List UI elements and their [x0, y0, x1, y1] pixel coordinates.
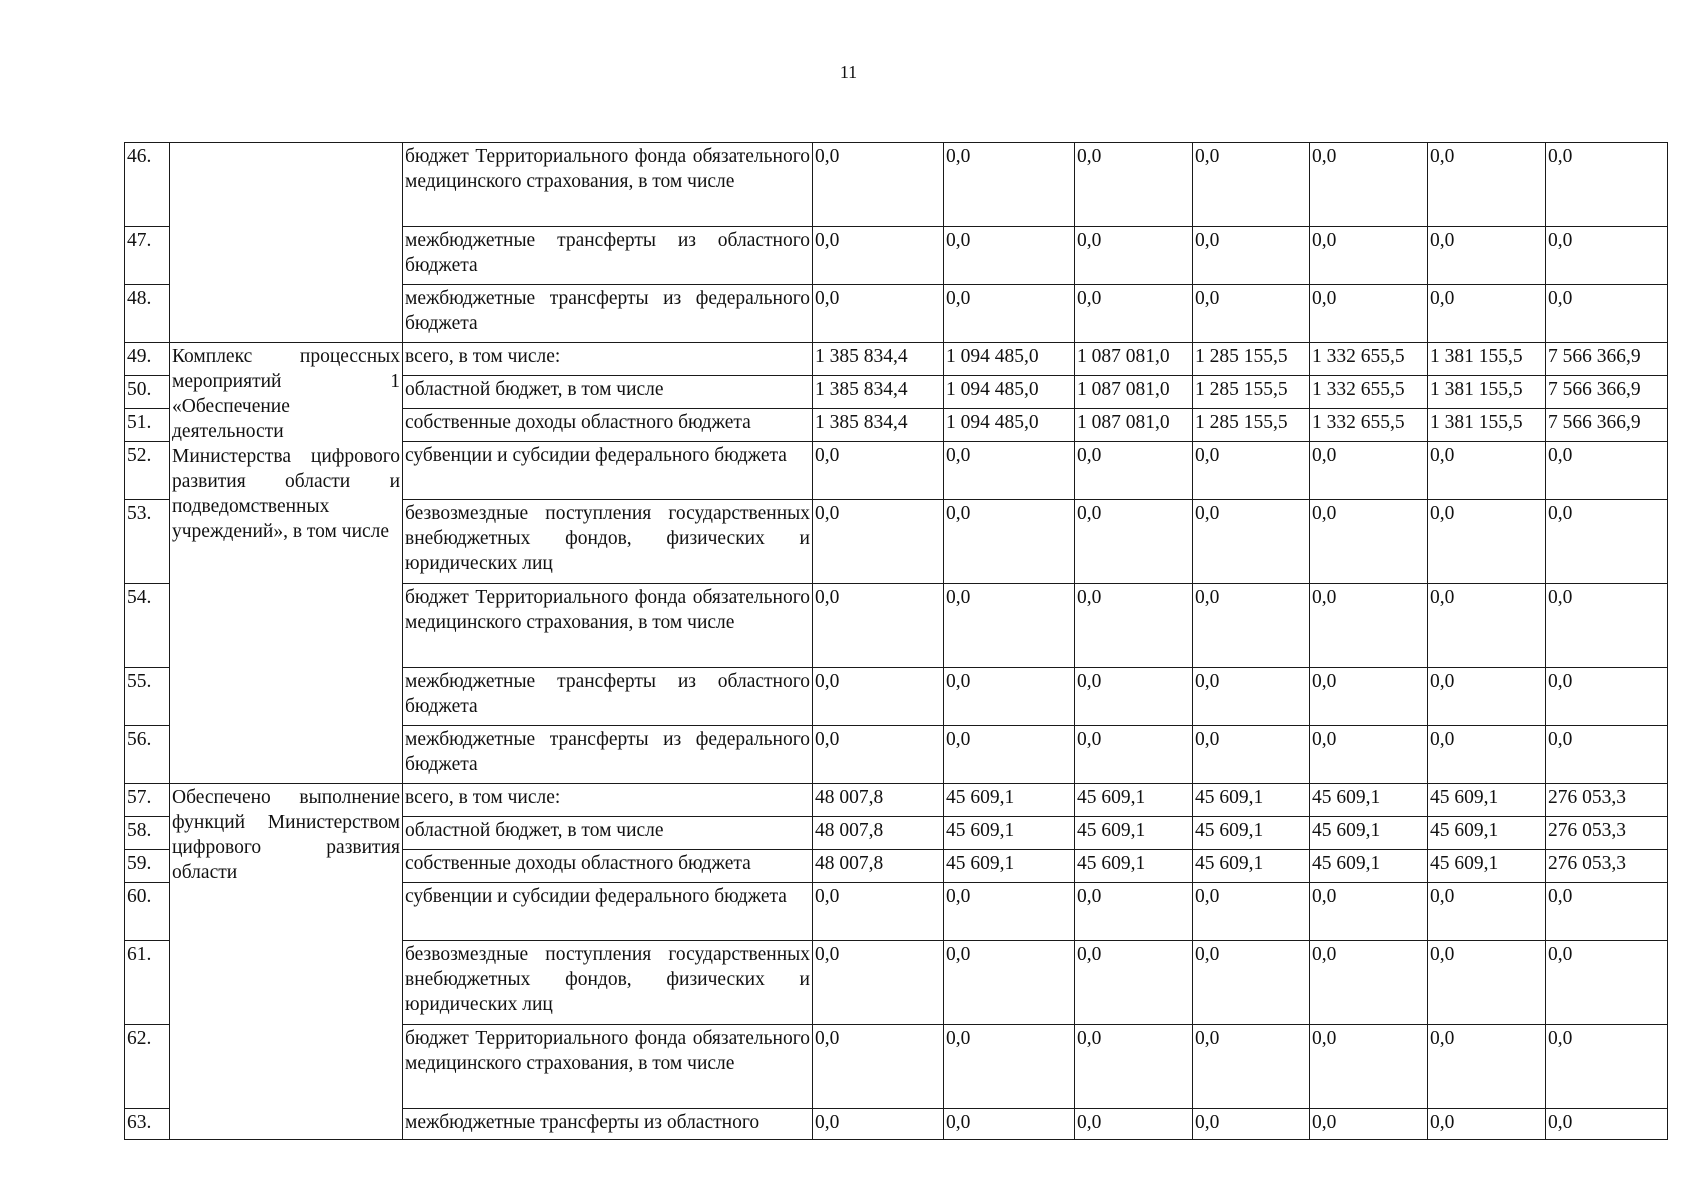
row-number: 56. — [125, 726, 170, 784]
page-number: 11 — [839, 62, 858, 82]
row-number: 62. — [125, 1025, 170, 1109]
funding-source-cell: бюджет Территориального фонда обязательного медицинского страхования, в том числе — [403, 1025, 813, 1109]
amount-cell: 0,0 — [1075, 143, 1193, 227]
amount-cell: 0,0 — [813, 1109, 944, 1140]
amount-cell: 48 007,8 — [813, 850, 944, 883]
amount-cell: 0,0 — [1546, 227, 1668, 285]
funding-source-cell: безвозмездные поступления государственных внебюджетных фондов, физических и юридических лиц — [403, 500, 813, 584]
amount-cell: 0,0 — [1428, 1109, 1546, 1140]
amount-cell: 0,0 — [1075, 500, 1193, 584]
amount-cell: 0,0 — [813, 442, 944, 500]
amount-cell: 0,0 — [813, 726, 944, 784]
table-row — [125, 343, 1668, 376]
funding-source-cell: субвенции и субсидии федерального бюджета — [403, 442, 813, 500]
amount-cell: 0,0 — [1310, 941, 1428, 1025]
amount-cell: 45 609,1 — [1075, 784, 1193, 817]
amount-cell: 0,0 — [944, 668, 1075, 726]
amount-cell: 0,0 — [1546, 1109, 1668, 1140]
row-number: 58. — [125, 817, 170, 850]
amount-cell: 0,0 — [1310, 1025, 1428, 1109]
amount-cell: 1 332 655,5 — [1310, 376, 1428, 409]
amount-cell: 45 609,1 — [1193, 850, 1310, 883]
amount-cell: 0,0 — [944, 500, 1075, 584]
group-name-cell: Комплекс процессных мероприятий 1 «Обеспечение деятельности Министерства цифрового развития области и подведомственных учреждений», в том числе — [170, 343, 403, 784]
amount-cell: 0,0 — [944, 726, 1075, 784]
amount-cell: 0,0 — [1428, 726, 1546, 784]
amount-cell: 0,0 — [1075, 1025, 1193, 1109]
amount-cell: 0,0 — [1546, 883, 1668, 941]
amount-cell: 0,0 — [944, 1109, 1075, 1140]
amount-cell: 0,0 — [1193, 883, 1310, 941]
amount-cell: 0,0 — [1546, 143, 1668, 227]
amount-cell: 0,0 — [1310, 1109, 1428, 1140]
row-number: 52. — [125, 442, 170, 500]
row-number: 46. — [125, 143, 170, 227]
amount-cell: 0,0 — [1193, 285, 1310, 343]
row-number: 54. — [125, 584, 170, 668]
amount-cell: 0,0 — [813, 285, 944, 343]
amount-cell: 7 566 366,9 — [1546, 343, 1668, 376]
group-name-cell: Обеспечено выполнение функций Министерством цифрового развития области — [170, 784, 403, 1140]
amount-cell: 48 007,8 — [813, 817, 944, 850]
amount-cell: 45 609,1 — [944, 850, 1075, 883]
amount-cell: 0,0 — [1546, 941, 1668, 1025]
amount-cell: 1 385 834,4 — [813, 376, 944, 409]
amount-cell: 0,0 — [1075, 285, 1193, 343]
funding-source-cell: областной бюджет, в том числе — [403, 817, 813, 850]
amount-cell: 0,0 — [1193, 227, 1310, 285]
amount-cell: 0,0 — [1075, 726, 1193, 784]
amount-cell: 0,0 — [944, 442, 1075, 500]
amount-cell: 0,0 — [944, 227, 1075, 285]
amount-cell: 0,0 — [1193, 1025, 1310, 1109]
amount-cell: 0,0 — [1075, 941, 1193, 1025]
amount-cell: 0,0 — [1075, 883, 1193, 941]
amount-cell: 0,0 — [813, 143, 944, 227]
amount-cell: 0,0 — [1310, 883, 1428, 941]
amount-cell: 0,0 — [813, 584, 944, 668]
amount-cell: 45 609,1 — [1075, 817, 1193, 850]
amount-cell: 0,0 — [1546, 668, 1668, 726]
row-number: 48. — [125, 285, 170, 343]
amount-cell: 45 609,1 — [1310, 850, 1428, 883]
amount-cell: 0,0 — [1310, 726, 1428, 784]
amount-cell: 0,0 — [1075, 668, 1193, 726]
amount-cell: 1 381 155,5 — [1428, 343, 1546, 376]
amount-cell: 0,0 — [1193, 1109, 1310, 1140]
amount-cell: 0,0 — [1428, 143, 1546, 227]
amount-cell: 0,0 — [1428, 227, 1546, 285]
amount-cell: 0,0 — [944, 584, 1075, 668]
amount-cell: 0,0 — [1428, 941, 1546, 1025]
amount-cell: 7 566 366,9 — [1546, 376, 1668, 409]
amount-cell: 0,0 — [1428, 883, 1546, 941]
funding-source-cell: межбюджетные трансферты из федерального бюджета — [403, 726, 813, 784]
amount-cell: 45 609,1 — [1428, 817, 1546, 850]
row-number: 55. — [125, 668, 170, 726]
amount-cell: 45 609,1 — [1075, 850, 1193, 883]
amount-cell: 0,0 — [1310, 442, 1428, 500]
amount-cell: 0,0 — [813, 941, 944, 1025]
funding-source-cell: безвозмездные поступления государственных внебюджетных фондов, физических и юридических лиц — [403, 941, 813, 1025]
amount-cell: 0,0 — [813, 1025, 944, 1109]
amount-cell: 0,0 — [944, 285, 1075, 343]
amount-cell: 0,0 — [1546, 285, 1668, 343]
amount-cell: 48 007,8 — [813, 784, 944, 817]
row-number: 60. — [125, 883, 170, 941]
amount-cell: 45 609,1 — [1428, 850, 1546, 883]
amount-cell: 0,0 — [1428, 442, 1546, 500]
amount-cell: 0,0 — [1193, 500, 1310, 584]
amount-cell: 0,0 — [944, 883, 1075, 941]
amount-cell: 0,0 — [1428, 285, 1546, 343]
amount-cell: 276 053,3 — [1546, 817, 1668, 850]
amount-cell: 0,0 — [944, 1025, 1075, 1109]
amount-cell: 1 285 155,5 — [1193, 376, 1310, 409]
amount-cell: 0,0 — [1428, 1025, 1546, 1109]
funding-source-cell: собственные доходы областного бюджета — [403, 409, 813, 442]
amount-cell: 0,0 — [1193, 584, 1310, 668]
amount-cell: 0,0 — [1546, 584, 1668, 668]
row-number: 51. — [125, 409, 170, 442]
amount-cell: 0,0 — [944, 941, 1075, 1025]
row-number: 50. — [125, 376, 170, 409]
amount-cell: 0,0 — [1193, 143, 1310, 227]
amount-cell: 1 087 081,0 — [1075, 343, 1193, 376]
amount-cell: 0,0 — [1428, 668, 1546, 726]
amount-cell: 1 332 655,5 — [1310, 343, 1428, 376]
amount-cell: 45 609,1 — [1193, 817, 1310, 850]
amount-cell: 1 381 155,5 — [1428, 409, 1546, 442]
amount-cell: 7 566 366,9 — [1546, 409, 1668, 442]
funding-source-cell: областной бюджет, в том числе — [403, 376, 813, 409]
amount-cell: 0,0 — [1075, 584, 1193, 668]
row-number: 61. — [125, 941, 170, 1025]
funding-source-cell: межбюджетные трансферты из областного бюджета — [403, 227, 813, 285]
group-name-cell — [170, 143, 403, 343]
table-body — [125, 143, 1668, 1140]
funding-source-cell: межбюджетные трансферты из федерального бюджета — [403, 285, 813, 343]
amount-cell: 1 381 155,5 — [1428, 376, 1546, 409]
amount-cell: 0,0 — [1310, 285, 1428, 343]
amount-cell: 0,0 — [1075, 442, 1193, 500]
amount-cell: 0,0 — [944, 143, 1075, 227]
funding-source-cell: бюджет Территориального фонда обязательного медицинского страхования, в том числе — [403, 584, 813, 668]
amount-cell: 0,0 — [813, 500, 944, 584]
amount-cell: 0,0 — [1075, 1109, 1193, 1140]
row-number: 59. — [125, 850, 170, 883]
amount-cell: 0,0 — [1193, 668, 1310, 726]
amount-cell: 276 053,3 — [1546, 784, 1668, 817]
budget-table — [124, 142, 1668, 1140]
amount-cell: 1 285 155,5 — [1193, 409, 1310, 442]
amount-cell: 45 609,1 — [944, 817, 1075, 850]
amount-cell: 0,0 — [1546, 726, 1668, 784]
funding-source-cell: субвенции и субсидии федерального бюджета — [403, 883, 813, 941]
amount-cell: 0,0 — [1546, 500, 1668, 584]
funding-source-cell: всего, в том числе: — [403, 784, 813, 817]
funding-source-cell: собственные доходы областного бюджета — [403, 850, 813, 883]
amount-cell: 0,0 — [813, 883, 944, 941]
amount-cell: 0,0 — [1428, 584, 1546, 668]
row-number: 63. — [125, 1109, 170, 1140]
amount-cell: 45 609,1 — [1193, 784, 1310, 817]
amount-cell: 0,0 — [1193, 726, 1310, 784]
row-number: 57. — [125, 784, 170, 817]
amount-cell: 0,0 — [1193, 442, 1310, 500]
funding-source-cell: межбюджетные трансферты из областного — [403, 1109, 813, 1140]
amount-cell: 1 385 834,4 — [813, 409, 944, 442]
amount-cell: 1 385 834,4 — [813, 343, 944, 376]
funding-source-cell: бюджет Территориального фонда обязательного медицинского страхования, в том числе — [403, 143, 813, 227]
amount-cell: 1 094 485,0 — [944, 376, 1075, 409]
amount-cell: 0,0 — [1310, 143, 1428, 227]
amount-cell: 1 094 485,0 — [944, 409, 1075, 442]
amount-cell: 0,0 — [1310, 227, 1428, 285]
amount-cell: 0,0 — [1075, 227, 1193, 285]
row-number: 49. — [125, 343, 170, 376]
amount-cell: 0,0 — [1428, 500, 1546, 584]
funding-source-cell: всего, в том числе: — [403, 343, 813, 376]
table-row — [125, 784, 1668, 817]
funding-source-cell: межбюджетные трансферты из областного бюджета — [403, 668, 813, 726]
amount-cell: 1 087 081,0 — [1075, 376, 1193, 409]
amount-cell: 276 053,3 — [1546, 850, 1668, 883]
amount-cell: 0,0 — [1310, 668, 1428, 726]
amount-cell: 0,0 — [813, 227, 944, 285]
amount-cell: 0,0 — [1310, 500, 1428, 584]
amount-cell: 45 609,1 — [1310, 817, 1428, 850]
amount-cell: 1 332 655,5 — [1310, 409, 1428, 442]
table-row — [125, 143, 1668, 227]
amount-cell: 0,0 — [1310, 584, 1428, 668]
amount-cell: 45 609,1 — [1310, 784, 1428, 817]
row-number: 47. — [125, 227, 170, 285]
amount-cell: 0,0 — [1546, 1025, 1668, 1109]
amount-cell: 0,0 — [1193, 941, 1310, 1025]
amount-cell: 1 285 155,5 — [1193, 343, 1310, 376]
amount-cell: 0,0 — [813, 668, 944, 726]
amount-cell: 1 094 485,0 — [944, 343, 1075, 376]
row-number: 53. — [125, 500, 170, 584]
amount-cell: 1 087 081,0 — [1075, 409, 1193, 442]
amount-cell: 45 609,1 — [944, 784, 1075, 817]
amount-cell: 45 609,1 — [1428, 784, 1546, 817]
amount-cell: 0,0 — [1546, 442, 1668, 500]
